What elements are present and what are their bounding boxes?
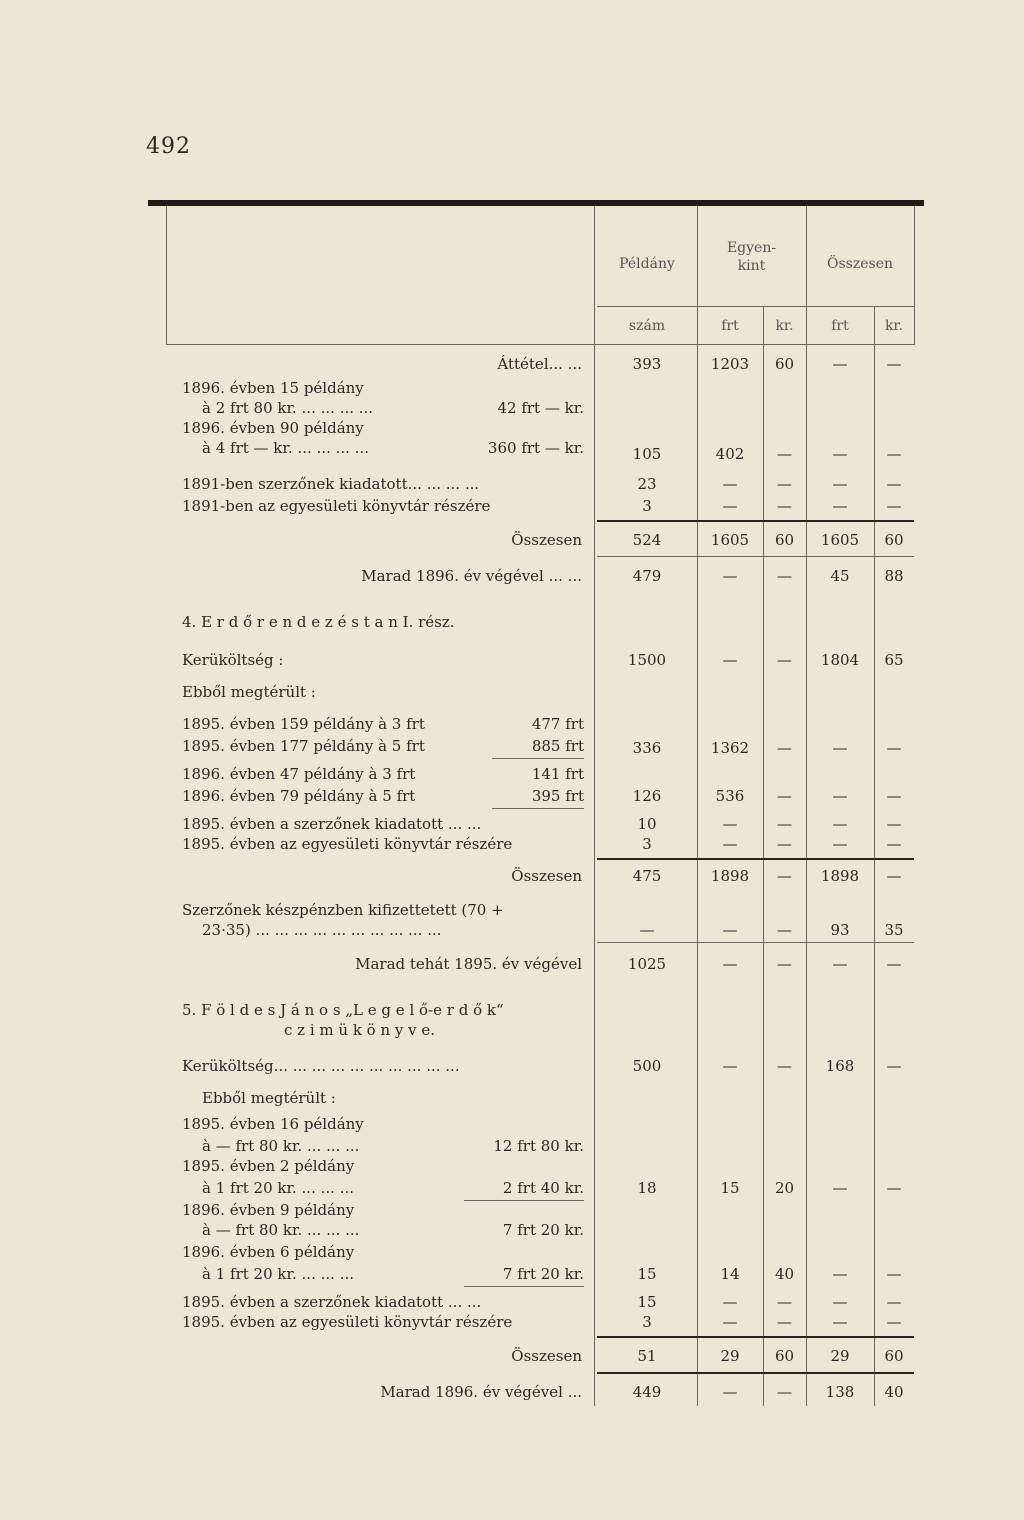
section-title: 4. E r d ő r e n d e z é s t a n I. rész. <box>182 613 455 631</box>
grand-frt: 1605 <box>820 531 860 549</box>
kerukoltseg-frt: 1804 <box>820 651 860 669</box>
section-title: 5. F ö l d e s J á n o s „L e g e l ő-e r d ő k“ <box>182 1001 504 1019</box>
col-line <box>594 206 595 1406</box>
top-rule <box>148 200 924 206</box>
entry-text: 1895. évben 177 példány à 5 frt <box>182 737 425 755</box>
entry-text: à — frt 80 kr. ... ... ... <box>202 1221 360 1239</box>
sum-rule <box>597 858 914 860</box>
marad-frt: 138 <box>825 1383 855 1401</box>
row-count: 23 <box>637 475 657 493</box>
sum-rule <box>597 1372 914 1374</box>
grand-frt: 29 <box>830 1347 850 1365</box>
entry-text: 1891-ben az egyesületi könyvtár részére <box>182 497 491 515</box>
row-frt: 15 <box>720 1179 740 1197</box>
entry-text: 1896. évben 6 példány <box>182 1243 355 1261</box>
osszesen-label: Összesen <box>511 531 582 549</box>
row-frt: 536 <box>715 787 745 805</box>
dash: — <box>832 475 848 493</box>
dash: — <box>886 787 902 805</box>
kerukoltseg-kr: 65 <box>884 651 904 669</box>
entry-text: à 2 frt 80 kr. ... ... ... ... <box>202 399 374 417</box>
col-line <box>914 206 915 344</box>
dash: — <box>722 815 738 833</box>
osszesen-label: Összesen <box>511 1347 582 1365</box>
entry-text: à 1 frt 20 kr. ... ... ... <box>202 1179 354 1197</box>
entry-text: 1896. évben 47 példány à 3 frt <box>182 765 416 783</box>
row-count: 3 <box>642 1313 652 1331</box>
dash: — <box>832 955 848 973</box>
sum-rule <box>597 520 914 522</box>
total-kr: 60 <box>774 531 795 549</box>
kerukoltseg-count: 500 <box>632 1057 662 1075</box>
col-header-osszesen: Összesen <box>827 256 893 272</box>
entry-text: 1896. évben 90 példány <box>182 419 364 437</box>
entry-amount: 12 frt 80 kr. <box>493 1137 584 1155</box>
dash: — <box>777 1383 792 1401</box>
row-kr: 20 <box>774 1179 795 1197</box>
dash: — <box>722 1383 738 1401</box>
dash: — <box>832 445 848 463</box>
grand-kr: 60 <box>884 1347 904 1365</box>
page-number: 492 <box>146 134 191 159</box>
entry-text: 1895. évben az egyesületi könyvtár részére <box>182 1313 513 1331</box>
row-count: 3 <box>642 497 652 515</box>
entry-amount: 477 frt <box>531 715 584 733</box>
total-frt: 1898 <box>710 867 750 885</box>
dash: — <box>777 445 792 463</box>
entry-amount: 7 frt 20 kr. <box>502 1221 584 1239</box>
sum-rule <box>492 758 584 759</box>
entry-amount: 360 frt — kr. <box>487 439 584 457</box>
marad-label: Marad 1896. év végével ... <box>380 1383 582 1401</box>
marad-count: 1025 <box>627 955 667 973</box>
attetel-label: Áttétel... ... <box>497 355 582 373</box>
dash: — <box>886 1293 902 1311</box>
entry-text: à 1 frt 20 kr. ... ... ... <box>202 1265 354 1283</box>
kerukoltseg-label: Kerüköltség : <box>182 651 284 669</box>
dash: — <box>886 475 902 493</box>
dash: — <box>777 1313 792 1331</box>
entry-amount: 42 frt — kr. <box>497 399 584 417</box>
entry-text: 1895. évben 2 példány <box>182 1157 355 1175</box>
marad-label: Marad tehát 1895. év végével <box>355 955 582 973</box>
marad-count: 449 <box>632 1383 662 1401</box>
col-line <box>806 206 807 1406</box>
dash: — <box>722 651 738 669</box>
dash: — <box>722 1293 738 1311</box>
row-count: 10 <box>637 815 657 833</box>
entry-amount: 2 frt 40 kr. <box>502 1179 584 1197</box>
dash: — <box>886 1265 902 1283</box>
dash: — <box>777 497 792 515</box>
dash: — <box>777 475 792 493</box>
row-rule <box>597 556 914 557</box>
row-count: 336 <box>632 739 662 757</box>
dash: — <box>832 835 848 853</box>
sub-header-kr: kr. <box>884 318 904 334</box>
dash: — <box>832 1265 848 1283</box>
row-count: 105 <box>632 445 662 463</box>
row-frt: 402 <box>715 445 745 463</box>
col-header-egyenkint-1: Egyen- <box>726 240 777 256</box>
row-frt: 1362 <box>710 739 750 757</box>
row-count: 18 <box>637 1179 657 1197</box>
payout-kr: 35 <box>884 921 904 939</box>
dash: — <box>777 1293 792 1311</box>
kerukoltseg-label: Kerüköltség... ... ... ... ... ... ... ... ... ... <box>182 1057 460 1075</box>
osszesen-label: Összesen <box>511 867 582 885</box>
dash: — <box>777 1057 792 1075</box>
entry-text: 1895. évben a szerzőnek kiadatott ... ... <box>182 815 482 833</box>
dash: — <box>639 921 655 939</box>
dash: — <box>722 497 738 515</box>
dash: — <box>832 787 848 805</box>
entry-amount: 7 frt 20 kr. <box>502 1265 584 1283</box>
dash: — <box>777 815 792 833</box>
entry-text: Szerzőnek készpénzben kifizettetett (70 + <box>182 901 504 919</box>
entry-amount: 395 frt <box>531 787 584 805</box>
total-frt: 1605 <box>710 531 750 549</box>
entry-text: 1895. évben az egyesületi könyvtár részére <box>182 835 513 853</box>
sum-rule <box>597 1336 914 1338</box>
row-frt: 14 <box>720 1265 740 1283</box>
marad-kr: 40 <box>884 1383 904 1401</box>
total-kr: 60 <box>774 1347 795 1365</box>
dash: — <box>722 835 738 853</box>
row-rule <box>597 942 914 943</box>
sub-header-frt: frt <box>831 318 849 334</box>
dash: — <box>886 815 902 833</box>
col-line <box>166 206 167 344</box>
dash: — <box>722 1057 738 1075</box>
marad-label: Marad 1896. év végével ... ... <box>361 567 582 585</box>
entry-text: à 4 frt — kr. ... ... ... ... <box>202 439 369 457</box>
row-kr: 40 <box>774 1265 795 1283</box>
entry-text: 1896. évben 15 példány <box>182 379 364 397</box>
dash: — <box>832 815 848 833</box>
dash: — <box>777 567 792 585</box>
ebbol-label: Ebből megtérült : <box>182 683 316 701</box>
sub-header-szam: szám <box>628 318 666 334</box>
dash: — <box>832 1313 848 1331</box>
entry-text: 1895. évben 16 példány <box>182 1115 364 1133</box>
dash: — <box>886 835 902 853</box>
dash: — <box>886 355 902 373</box>
sum-rule <box>492 808 584 809</box>
dash: — <box>832 497 848 515</box>
kerukoltseg-count: 1500 <box>627 651 667 669</box>
grand-kr: 60 <box>884 531 904 549</box>
dash: — <box>886 1313 902 1331</box>
dash: — <box>886 1179 902 1197</box>
row-count: 15 <box>637 1293 657 1311</box>
dash: — <box>777 921 792 939</box>
total-count: 51 <box>637 1347 657 1365</box>
dash: — <box>722 475 738 493</box>
marad-kr: 88 <box>884 567 904 585</box>
sub-header-kr: kr. <box>775 318 794 334</box>
entry-text: 1896. évben 9 példány <box>182 1201 355 1219</box>
dash: — <box>777 955 792 973</box>
dash: — <box>886 1057 902 1075</box>
kerukoltseg-frt: 168 <box>825 1057 855 1075</box>
dash: — <box>777 835 792 853</box>
sub-header-frt: frt <box>721 318 739 334</box>
row-count: 3 <box>642 835 652 853</box>
dash: — <box>886 867 902 885</box>
total-count: 524 <box>632 531 662 549</box>
dash: — <box>777 867 792 885</box>
entry-text: 1896. évben 79 példány à 5 frt <box>182 787 416 805</box>
marad-frt: 45 <box>830 567 850 585</box>
entry-text: 1895. évben 159 példány à 3 frt <box>182 715 425 733</box>
dash: — <box>832 1179 848 1197</box>
marad-count: 479 <box>632 567 662 585</box>
entry-text: 1895. évben a szerzőnek kiadatott ... ... <box>182 1293 482 1311</box>
col-line <box>874 306 875 1406</box>
col-line <box>763 306 764 1406</box>
dash: — <box>886 445 902 463</box>
dash: — <box>722 1313 738 1331</box>
header-subline <box>597 306 915 307</box>
row-count: 15 <box>637 1265 657 1283</box>
sum-rule <box>464 1200 584 1201</box>
attetel-frt: 1203 <box>710 355 750 373</box>
dash: — <box>832 1293 848 1311</box>
payout-frt: 93 <box>830 921 850 939</box>
dash: — <box>777 787 792 805</box>
dash: — <box>777 651 792 669</box>
dash: — <box>832 739 848 757</box>
dash: — <box>886 497 902 515</box>
dash: — <box>722 955 738 973</box>
dash: — <box>832 355 848 373</box>
section-title: c z i m ü k ö n y v e. <box>284 1021 436 1039</box>
total-count: 475 <box>632 867 662 885</box>
entry-amount: 141 frt <box>531 765 584 783</box>
dash: — <box>777 739 792 757</box>
ebbol-label: Ebből megtérült : <box>202 1089 336 1107</box>
dash: — <box>886 955 902 973</box>
grand-frt: 1898 <box>820 867 860 885</box>
header-bottom-line <box>166 344 915 345</box>
attetel-kr: 60 <box>774 355 795 373</box>
entry-text: à — frt 80 kr. ... ... ... <box>202 1137 360 1155</box>
entry-text: 23·35) ... ... ... ... ... ... ... ... ... ... <box>202 921 442 939</box>
row-count: 126 <box>632 787 662 805</box>
total-frt: 29 <box>720 1347 740 1365</box>
entry-text: 1891-ben szerzőnek kiadatott... ... ... ... <box>182 475 480 493</box>
col-line <box>697 206 698 1406</box>
dash: — <box>722 921 738 939</box>
sum-rule <box>464 1286 584 1287</box>
col-header-peldany: Példány <box>619 256 675 272</box>
dash: — <box>886 739 902 757</box>
col-header-egyenkint-2: kint <box>737 258 766 274</box>
attetel-count: 393 <box>632 355 662 373</box>
dash: — <box>722 567 738 585</box>
entry-amount: 885 frt <box>531 737 584 755</box>
